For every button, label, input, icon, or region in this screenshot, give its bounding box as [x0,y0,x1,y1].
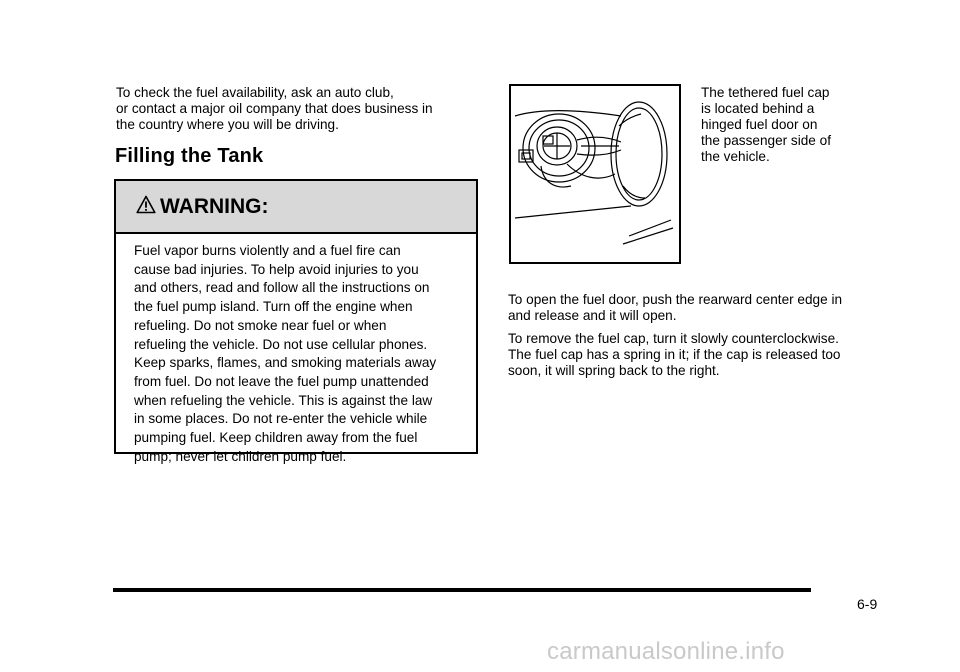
watermark: carmanualsonline.info [547,638,785,665]
illustration-caption: The tethered fuel cap is located behind a hinged fuel door on the passenger side of the vehicle. [701,85,831,164]
intro-paragraph: To check the fuel availability, ask an auto club, or contact a major oil company that does business in the country where you will be driving. [116,85,433,132]
warning-title: WARNING: [160,194,269,218]
warning-header [116,181,476,234]
warning-triangle-icon [136,195,156,219]
section-title: Filling the Tank [115,145,264,167]
footer-rule [113,588,811,592]
warning-box [114,179,478,464]
fuel-cap-paragraph: To remove the fuel cap, turn it slowly counterclockwise. The fuel cap has a spring in it; if the cap is released too soon, it will spring back to the right. [508,331,841,378]
warning-text: Fuel vapor burns violently and a fuel fire can cause bad injuries. To help avoid injuries to you and others, read and follow all the instructions on the fuel pump island. Turn off the engine when refueling. Do not smoke near fuel or when refueling the vehicle. Do not use cellular phones. Keep sparks, flames, and smoking materials away from fuel. Do not leave the fuel pump unattended when refueling the vehicle. This is against the law in some places. Do not re-enter the vehicle while pumping fuel. Keep children away from the fuel pump; never let children pump fuel. [134,243,437,464]
fuel-door-paragraph: To open the fuel door, push the rearward center edge in and release and it will open. [508,292,843,323]
fuel-door-illustration [509,84,681,264]
page-number: 6-9 [857,596,878,612]
